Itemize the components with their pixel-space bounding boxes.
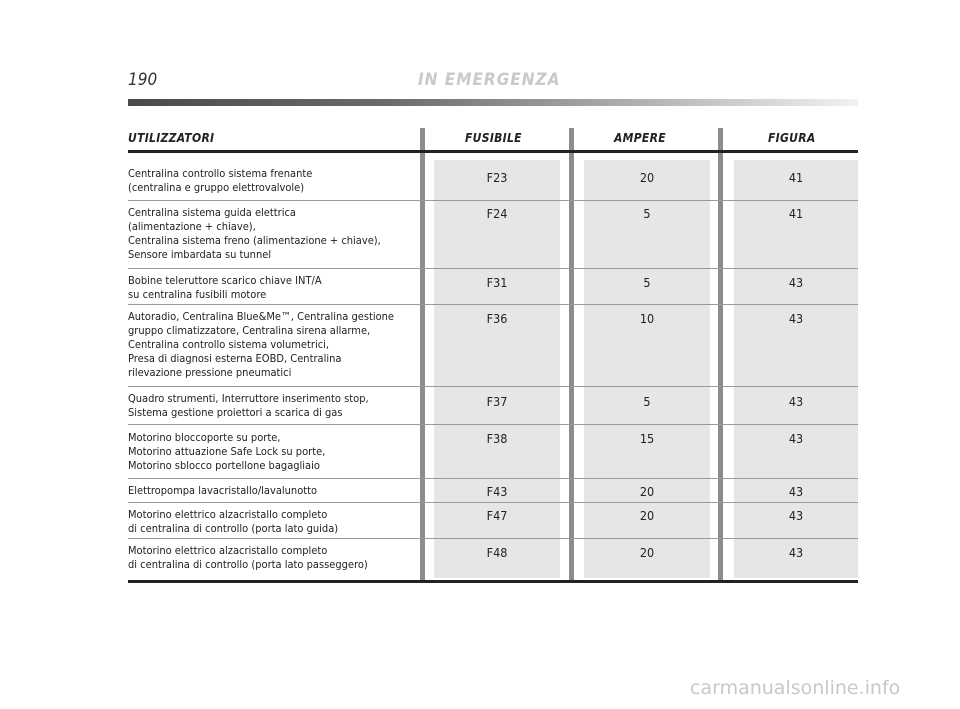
table-cell-ampere: 5 (643, 206, 651, 221)
table-cell-ampere: 20 (639, 484, 655, 499)
table-cell-fuse: F43 (486, 484, 508, 499)
title-rule (128, 99, 858, 106)
table-cell-ampere: 15 (639, 431, 655, 446)
table-cell-fuse: F24 (486, 206, 508, 221)
table-row-description: Bobine teleruttore scarico chiave INT/A su centralina fusibili motore (128, 274, 322, 301)
table-cell-fuse: F38 (486, 431, 508, 446)
table-cell-figure: 43 (788, 484, 804, 499)
table-row-description: Motorino elettrico alzacristallo completo di centralina di controllo (porta lato passeggero) (128, 544, 368, 571)
table-row-description: Motorino elettrico alzacristallo completo di centralina di controllo (porta lato guida) (128, 508, 339, 535)
row-divider (128, 200, 858, 201)
table-cell-figure: 43 (788, 431, 804, 446)
table-cell-figure: 43 (788, 545, 804, 560)
header-ampere: AMPERE (614, 131, 666, 145)
row-divider (128, 386, 858, 387)
header-user: UTILIZZATORI (128, 131, 215, 145)
table-cell-fuse: F47 (486, 508, 508, 523)
page-number: 190 (128, 70, 158, 90)
table-cell-ampere: 20 (639, 545, 655, 560)
table-row-description: Centralina sistema guida elettrica (alimentazione + chiave), Centralina sistema freno (alimentazione + chiave), Sensore imbardata su tunnel (128, 206, 381, 261)
watermark: carmanualsonline.info (690, 677, 901, 699)
table-cell-ampere: 5 (643, 275, 651, 290)
table-row-description: Motorino bloccoporte su porte, Motorino attuazione Safe Lock su porte, Motorino sblocco portellone bagagliaio (128, 431, 326, 472)
column-separator (569, 128, 574, 582)
row-divider (128, 502, 858, 503)
table-cell-figure: 41 (788, 170, 804, 185)
column-separator (718, 128, 723, 582)
table-cell-fuse: F23 (486, 170, 508, 185)
table-cell-ampere: 10 (639, 311, 655, 326)
table-cell-figure: 43 (788, 311, 804, 326)
table-row-description: Centralina controllo sistema frenante (centralina e gruppo elettrovalvole) (128, 167, 313, 194)
table-row-description: Quadro strumenti, Interruttore inserimento stop, Sistema gestione proiettori a scarica di gas (128, 392, 369, 419)
header-rule (128, 150, 858, 153)
table-cell-figure: 41 (788, 206, 804, 221)
header-fuse: FUSIBILE (465, 131, 522, 145)
table-bottom-rule (128, 580, 858, 583)
table-cell-ampere: 20 (639, 170, 655, 185)
table-row-description: Elettropompa lavacristallo/lavalunotto (128, 484, 318, 497)
row-divider (128, 424, 858, 425)
table-cell-figure: 43 (788, 508, 804, 523)
row-divider (128, 304, 858, 305)
table-cell-fuse: F48 (486, 545, 508, 560)
table-cell-fuse: F31 (486, 275, 508, 290)
table-cell-ampere: 5 (643, 394, 651, 409)
table-row-description: Autoradio, Centralina Blue&Me™, Centralina gestione gruppo climatizzatore, Centralina sirena allarme, Centralina controllo sistema volumetrici, Presa di diagnosi esterna EOBD, Centralina rilevazione pressione pneumatici (128, 310, 395, 379)
table-cell-ampere: 20 (639, 508, 655, 523)
column-separator (420, 128, 425, 582)
table-cell-fuse: F36 (486, 311, 508, 326)
table-cell-figure: 43 (788, 275, 804, 290)
table-cell-figure: 43 (788, 394, 804, 409)
row-divider (128, 538, 858, 539)
row-divider (128, 478, 858, 479)
table-cell-fuse: F37 (486, 394, 508, 409)
header-figure: FIGURA (768, 131, 816, 145)
section-title: IN EMERGENZA (418, 70, 561, 90)
row-divider (128, 268, 858, 269)
